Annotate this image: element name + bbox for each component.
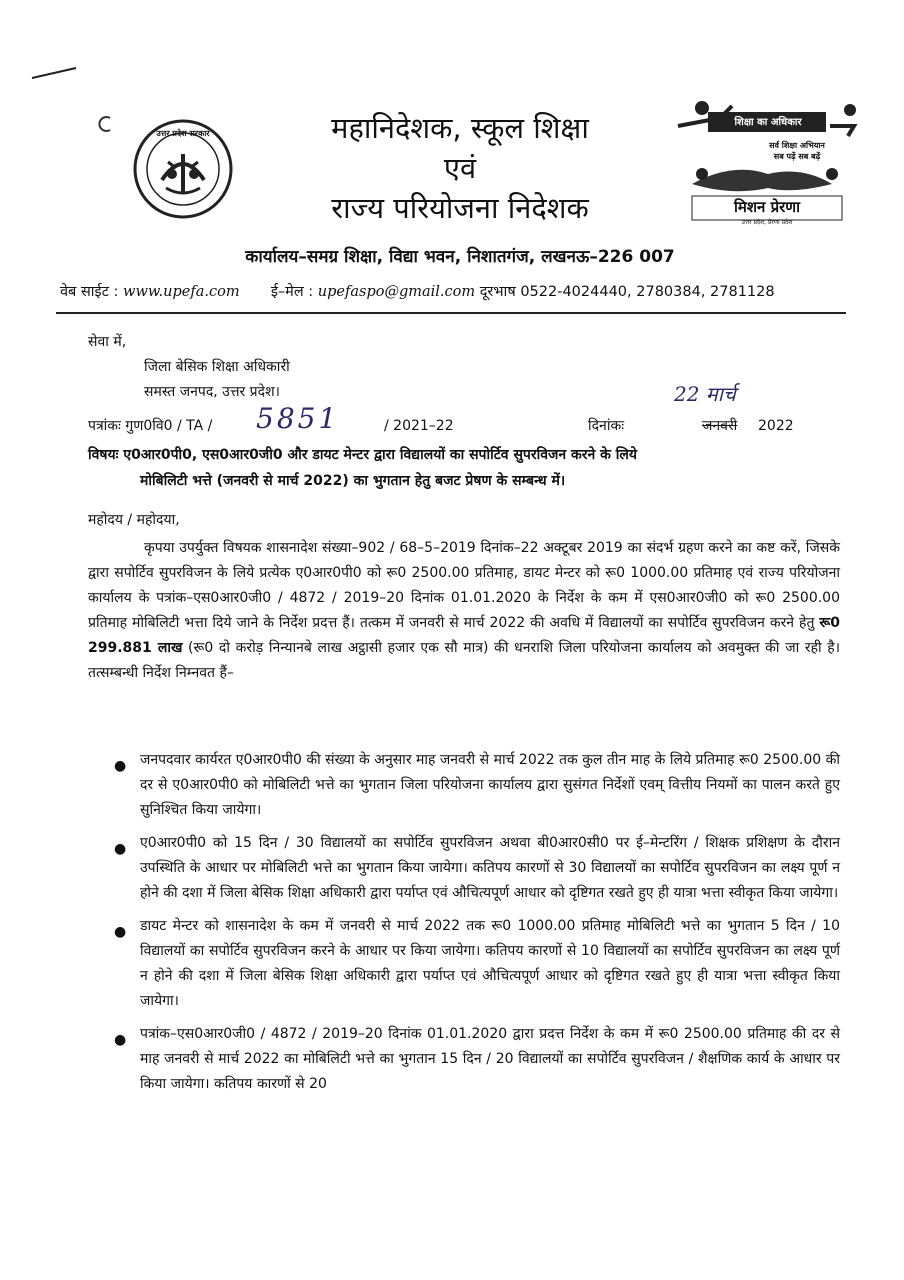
letterhead-title: [250, 108, 670, 228]
body-paragraph: [88, 536, 840, 686]
reference-year: / 2021–22: [384, 418, 454, 434]
subject-line-1: ए0आर0पी0, एस0आर0जी0 और डायट मेन्टर द्वारा विद्यालयों का सपोर्टिव सुपरविजन करने के लिये: [123, 447, 638, 463]
amount-bold: रू0 299.881 लाख: [88, 615, 840, 656]
mission-prerna-logo: [672, 96, 862, 232]
address-to: सेवा में,: [88, 334, 127, 350]
list-item-text: जनपदवार कार्यरत ए0आर0पी0 की संख्या के अनुसार माह जनवरी से मार्च 2022 तक कुल तीन माह के लिये प्रतिमाह रू0 2500.00 की दर से ए0आर0पी0 को मोबिलिटी भत्ते का भुगतान जिला परियोजना कार्यालय द्वारा सुसंगत निर्देशों एवम् वित्तीय नियमों का पालन करते हुए सुनिश्चित किया जायेगा।: [140, 752, 841, 818]
title-line-1: महानिदेशक, स्कूल शिक्षा: [331, 111, 589, 145]
bullet-icon: ●: [114, 841, 127, 857]
office-address: कार्यालय–समग्र शिक्षा, विद्या भवन, निशातगंज, लखनऊ–226 007: [245, 247, 675, 267]
instruction-list: [108, 748, 840, 1105]
website-label: वेब साईट :: [60, 284, 119, 300]
logo-ssa-slogan: सब पढ़ें सब बढ़ें: [773, 152, 821, 161]
list-item-text: डायट मेन्टर को शासनादेश के कम में जनवरी से मार्च 2022 तक रू0 1000.00 प्रतिमाह मोबिलिटी भत्ते का भुगतान 5 दिन / 10 विद्यालयों का सपोर्टिव सुपरविजन करने के आधार पर किया जायेगा। कतिपय कारणों से 10 विद्यालयों का सपोर्टिव सुपरविजन का लक्ष्य पूर्ण न होने की दशा में जिला बेसिक शिक्षा अधिकारी द्वारा पर्याप्त एवं औचित्यपूर्ण आधार को दृष्टिगत रखते हुए ही यात्रा भत्ता स्वीकृत किया जायेगा।: [140, 918, 840, 1009]
bullet-icon: ●: [114, 1032, 127, 1048]
body-text-2: (रू0 दो करोड़ निन्यानबे लाख अट्ठासी हजार एक सौ मात्र) की धनराशि जिला परियोजना कार्यालय को अवमुक्त की जा रही है। तत्सम्बन्धी निर्देश निम्नवत हैं–: [88, 640, 841, 681]
title-line-3: राज्य परियोजना निदेशक: [331, 191, 589, 225]
date-label: दिनांकः: [588, 418, 625, 434]
email-label: ई–मेल :: [270, 284, 314, 300]
addressee-block: [88, 330, 290, 405]
contact-line: [60, 281, 775, 301]
reference-label: पत्रांकः गुण0वि0 / TA /: [88, 418, 213, 434]
website-link[interactable]: www.upefa.com: [123, 284, 240, 300]
subject-block: [88, 442, 844, 494]
reference-number-handwritten: 5851: [256, 402, 340, 435]
hole-punch-mark: [96, 114, 116, 134]
bullet-icon: ●: [114, 924, 127, 940]
salutation: महोदय / महोदया,: [88, 512, 180, 528]
list-item-text: ए0आर0पी0 को 15 दिन / 30 विद्यालयों का सपोर्टिव सुपरविजन अथवा बी0आर0सी0 पर ई–मेन्टरिंग / शिक्षक प्रशिक्षण के दौरान उपस्थिति के आधार पर मोबिलिटी भत्ते का भुगतान किया जायेगा। कतिपय कारणों से 30 विद्यालयों का सपोर्टिव सुपरविजन का लक्ष्य पूर्ण न होने की दशा में जिला बेसिक शिक्षा अधिकारी द्वारा पर्याप्त एवं औचित्यपूर्ण आधार को दृष्टिगत रखते हुए ही यात्रा भत्ता स्वीकृत किया जायेगा।: [140, 835, 840, 901]
list-item: [108, 748, 840, 823]
list-item: [108, 1022, 840, 1097]
bullet-icon: ●: [114, 758, 127, 774]
list-item: [108, 831, 840, 906]
subject-label: विषयः: [88, 447, 119, 463]
address-line-1: जिला बेसिक शिक्षा अधिकारी: [144, 359, 290, 375]
logo-prerna-text: मिशन प्रेरणा: [733, 198, 800, 216]
logo-prerna-sub: उत्तर प्रदेश, प्रेरणा प्रदेश: [741, 219, 793, 226]
header-divider: [56, 312, 846, 314]
body-text-1: कृपया उपर्युक्त विषयक शासनादेश संख्या–902 / 68–5–2019 दिनांक–22 अक्टूबर 2019 का संदर्भ ग्रहण करने का कष्ट करें, जिसके द्वारा सपोर्टिव सुपरविजन के लिये प्रत्येक ए0आर0पी0 को रू0 2500.00 प्रतिमाह, डायट मेन्टर को रू0 1000.00 प्रतिमाह एवं राज्य परियोजना कार्यालय के पत्रांक–एस0आर0जी0 / 4872 / 2019–20 दिनांक 01.01.2020 के निर्देश के कम में एस0आर0जी0 को रू0 2500.00 प्रतिमाह मोबिलिटी भत्ता दिये जाने के निर्देश प्रदत्त हैं। तत्कम में जनवरी से मार्च 2022 की अवधि में विद्यालयों का सपोर्टिव सुपरविजन करने हेतु: [88, 540, 840, 631]
date-year: 2022: [758, 418, 794, 434]
up-government-seal: [132, 118, 234, 220]
subject-line-2: मोबिलिटी भत्ते (जनवरी से मार्च 2022) का भुगतान हेतु बजट प्रेषण के सम्बन्ध में।: [140, 473, 566, 489]
email-link[interactable]: upefaspo@gmail.com: [317, 284, 476, 300]
address-line-2: समस्त जनपद, उत्तर प्रदेश।: [144, 384, 280, 400]
seal-text: उत्तर प्रदेश सरकार: [156, 129, 210, 138]
list-item: [108, 914, 840, 1014]
phone-label: दूरभाष: [479, 284, 516, 300]
date-month-struck: जनवरी: [702, 418, 738, 434]
logo-rte-text: शिक्षा का अधिकार: [734, 117, 802, 128]
list-item-text: पत्रांक–एस0आर0जी0 / 4872 / 2019–20 दिनांक 01.01.2020 द्वारा प्रदत्त निर्देश के कम में रू0 2500.00 प्रतिमाह की दर से माह जनवरी से मार्च 2022 का मोबिलिटी भत्ते का भुगतान 15 दिन / 20 विद्यालयों का सपोर्टिव सुपरविजन / शैक्षणिक कार्य के आधार पर किया जायेगा। कतिपय कारणों से 20: [140, 1026, 840, 1092]
pen-stroke-mark: [30, 62, 80, 82]
title-line-2: एवं: [443, 151, 477, 185]
phone-numbers: 0522-4024440, 2780384, 2781128: [520, 284, 775, 300]
date-handwritten: 22 मार्च: [674, 382, 736, 406]
logo-ssa-text: सर्व शिक्षा अभियान: [769, 141, 825, 150]
